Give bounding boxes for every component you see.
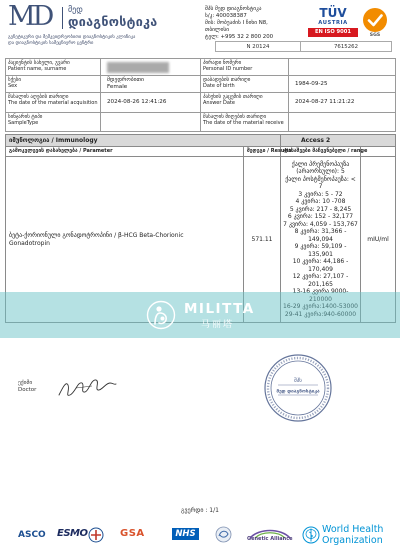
page-indicator: გვერდი : 1/1 bbox=[181, 507, 219, 514]
answer-date-label bbox=[201, 93, 289, 113]
sample-type-label-en: SampleType bbox=[8, 120, 39, 126]
doctor-label-en: Doctor bbox=[18, 387, 37, 393]
sample-type-label bbox=[6, 113, 101, 132]
tuv-austria-badge bbox=[308, 6, 358, 38]
personal-id-value bbox=[289, 59, 396, 76]
company-tax-id: ს/კ: 400038387 bbox=[205, 13, 247, 19]
sgs-label: SGS bbox=[369, 33, 381, 38]
parameter-name: ბეტა-ქორიონული გონადოტროპინი / β-HCG Beta-Chorionic Gonadotropin bbox=[9, 232, 184, 247]
patient-name-label-en: Patient name, surname bbox=[8, 66, 67, 72]
watermark-brand: MILITTA bbox=[184, 301, 255, 317]
section-header-row bbox=[6, 135, 396, 147]
dob-label-ka: დაბადების თარიღი bbox=[203, 77, 251, 83]
doctor-label bbox=[18, 380, 36, 394]
answer-date-label-en: Answer Date bbox=[203, 100, 235, 106]
column-header-results: შედეგი / Results bbox=[244, 147, 281, 157]
sex-label bbox=[6, 76, 101, 93]
dob-label-en: Date of birth bbox=[203, 83, 235, 89]
unit-value: mIU/ml bbox=[361, 157, 396, 323]
sex-label-en: Sex bbox=[8, 83, 18, 89]
sgs-badge bbox=[362, 8, 388, 40]
stamp-text-main: მედ დიაგნოსტიკა bbox=[276, 389, 320, 395]
clinic-subtitle-line: გენეტიკური და მემკვიდრეობითი დიაგნოსტიკის კლინიკა bbox=[8, 35, 136, 40]
genetics-circle-logo-icon bbox=[215, 526, 232, 543]
esmo-logo: ESMO bbox=[57, 528, 88, 539]
who-line-1: World Health bbox=[322, 524, 384, 535]
md-logo-mark: MD bbox=[8, 1, 52, 32]
logo-text-main: დიაგნოსტიკა bbox=[68, 14, 158, 29]
genetic-alliance-logo: Genetic Alliance bbox=[247, 536, 293, 542]
doctor-signature bbox=[56, 371, 118, 403]
range-line: 10 კვირა: 44,186 - 170,409 bbox=[292, 258, 349, 273]
sex-value-ka: მდედრობითი bbox=[107, 77, 144, 83]
gsa-logo: GSA bbox=[120, 528, 145, 539]
range-line: 4 კვირა: 10 -708 bbox=[295, 198, 346, 206]
answer-date-value: 2024-08-27 11:21:22 bbox=[289, 93, 396, 113]
report-number-row bbox=[215, 41, 392, 52]
sample-number: 7615262 bbox=[333, 44, 358, 50]
dob-value: 1984-09-25 bbox=[289, 76, 396, 93]
range-line: ქალი პრემენოპაუზა (არაორსული): 5 bbox=[291, 160, 350, 176]
patient-row bbox=[6, 113, 396, 132]
sex-value-en: Female bbox=[107, 84, 128, 90]
logo-text-top: მედ bbox=[68, 5, 83, 14]
result-value: 571.11 bbox=[244, 157, 281, 323]
answer-date-label-ka: პასუხის გაცემის თარიღი bbox=[203, 94, 263, 100]
sgs-check-icon bbox=[363, 8, 387, 32]
sample-type-label-ka: სინჯარის ტიპი bbox=[8, 114, 43, 120]
receive-date-label-en: The date of the material receive bbox=[203, 120, 284, 126]
acquisition-date-label-en: The date of the material acquisition bbox=[8, 100, 98, 106]
society-emblem-icon bbox=[88, 527, 104, 543]
patient-name-label bbox=[6, 59, 101, 76]
receive-date-value bbox=[289, 113, 396, 132]
range-line: ქალი პოსტმენოპაუზა: < 7 bbox=[285, 175, 356, 191]
company-name: შპს მედ დიაგნოსტიკა bbox=[205, 6, 262, 12]
patient-row bbox=[6, 76, 396, 93]
tuv-country: AUSTRIA bbox=[318, 20, 348, 26]
patient-name-value bbox=[101, 59, 201, 76]
range-line: 5 კვირა: 217 - 8,245 bbox=[289, 205, 352, 213]
asco-logo: ASCO bbox=[18, 530, 46, 540]
column-header-parameter: გამოკვლევის დასახელება / Parameter bbox=[6, 147, 244, 157]
sex-label-ka: სქესი bbox=[8, 77, 21, 83]
column-header-range: დასაშვები მაჩვენებელი / range bbox=[281, 147, 361, 157]
sample-type-value bbox=[101, 113, 201, 132]
genetic-alliance-arc-icon bbox=[247, 524, 293, 536]
nhs-logo: NHS bbox=[172, 528, 199, 540]
range-line: 3 კვირა: 5 - 72 bbox=[298, 190, 343, 198]
range-line: 9 კვირა: 59,109 - 135,901 bbox=[294, 243, 347, 258]
round-stamp bbox=[262, 352, 334, 424]
analyzer-name: Access 2 bbox=[281, 135, 396, 147]
tuv-name: TÜV bbox=[319, 6, 347, 20]
acquisition-date-value: 2024-08-26 12:41:26 bbox=[101, 93, 201, 113]
personal-id-label bbox=[201, 59, 289, 76]
redacted-patient-name bbox=[107, 62, 169, 73]
patient-row bbox=[6, 93, 396, 113]
range-line: 12 კვირა: 27,107 - 201,165 bbox=[292, 273, 349, 288]
company-info bbox=[205, 6, 273, 41]
stamp-text-top: შპს bbox=[294, 378, 302, 384]
milittia-logo-icon bbox=[146, 300, 176, 330]
watermark-brand-cn: 马丽塔 bbox=[201, 320, 235, 330]
range-line: 6 კვირა: 152 - 32,177 bbox=[287, 213, 354, 221]
range-line: 7 კვირა: 4,059 - 153,767 bbox=[283, 220, 358, 228]
iso-certificate: EN ISO 9001 bbox=[308, 28, 358, 37]
receive-date-label-ka: მასალის მიღების თარიღი bbox=[203, 114, 267, 120]
who-emblem-icon bbox=[302, 526, 320, 544]
range-line: 8 კვირა: 31,366 - 149,094 bbox=[294, 228, 347, 243]
company-address: მის: მობუაძის I ჩიხი N8, bbox=[205, 20, 268, 26]
sex-value bbox=[101, 76, 201, 93]
clinic-subtitle-line: და დიაგნოსტიკის სამეცნიერო ცენტრი bbox=[8, 41, 94, 47]
who-logo-text bbox=[322, 525, 383, 546]
acquisition-date-label-ka: მასალის აღების თარიღი bbox=[8, 94, 69, 100]
company-city: თბილისი bbox=[205, 27, 230, 33]
column-header-row bbox=[6, 147, 396, 157]
section-title: იმუნოლოგია / Immunology bbox=[6, 135, 281, 147]
patient-name-label-ka: პაციენტის სახელი, გვარი bbox=[8, 60, 70, 66]
personal-id-label-en: Personal ID number bbox=[203, 66, 253, 72]
logo-divider bbox=[62, 7, 63, 29]
dob-label bbox=[201, 76, 289, 93]
patient-info-table bbox=[5, 58, 396, 132]
company-phone: ტელ: +995 32 2 800 200 bbox=[205, 34, 274, 40]
personal-id-label-ka: პირადი ნომერი bbox=[203, 60, 242, 66]
acquisition-date-label bbox=[6, 93, 101, 113]
who-line-2: Organization bbox=[322, 534, 383, 546]
receive-date-label bbox=[201, 113, 289, 132]
patient-row bbox=[6, 59, 396, 76]
doctor-label-ka: ექიმი bbox=[18, 380, 33, 386]
order-number: N 20124 bbox=[216, 42, 301, 51]
clinic-subtitle bbox=[8, 35, 135, 47]
